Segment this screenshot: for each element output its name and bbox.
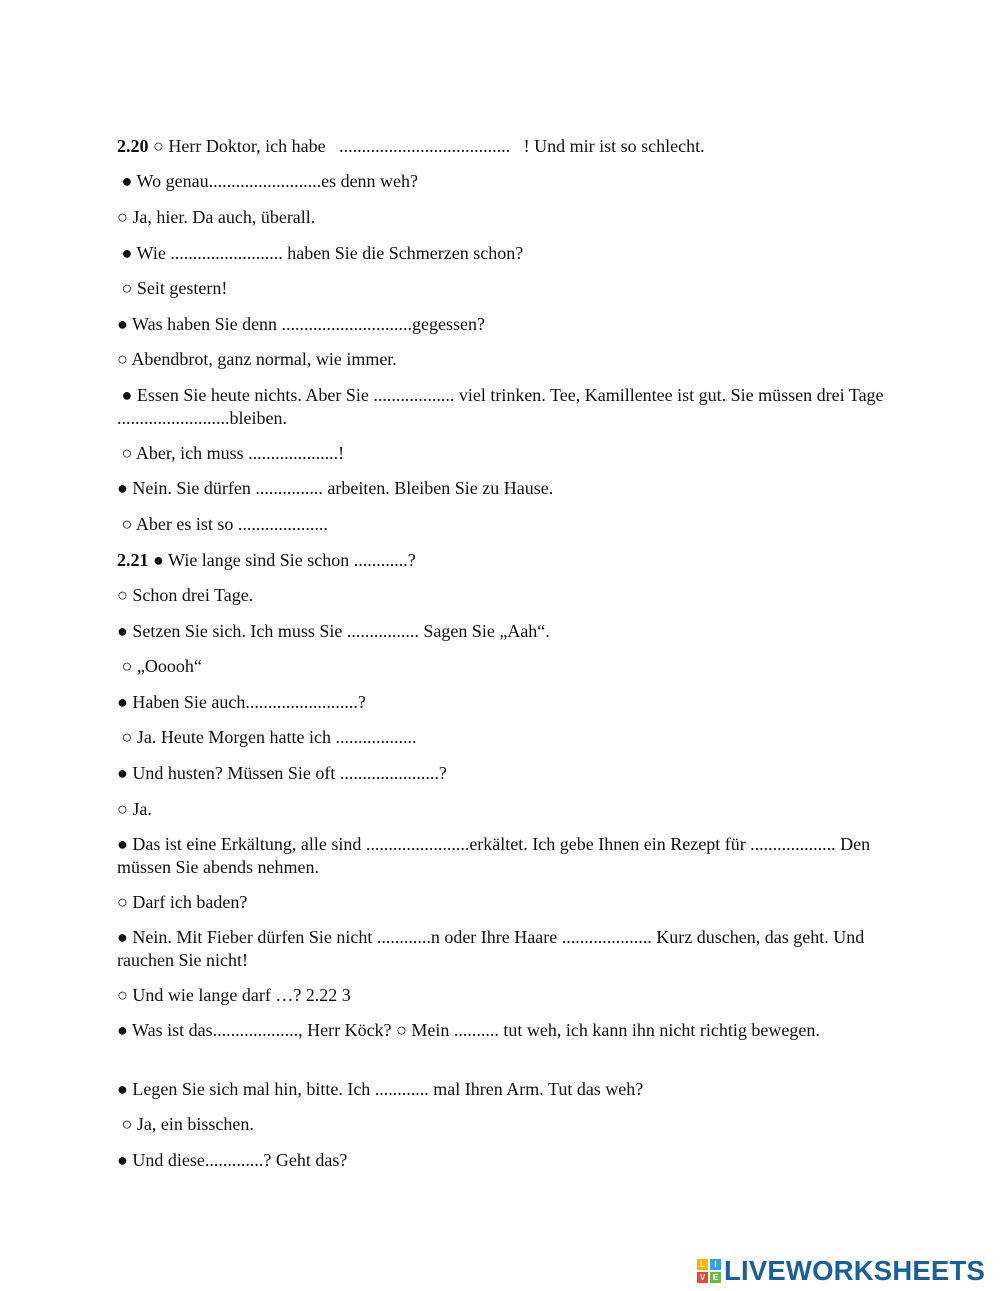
logo-mark-letter: I <box>710 1259 721 1270</box>
dialogue-line: ● Wie ......................... haben Sie die Schmerzen schon? <box>117 243 524 263</box>
dialogue-line: ● Nein. Mit Fieber dürfen Sie nicht ............n oder Ihre Haare .................... Kurz duschen, das geht. Und rauchen Sie nicht! <box>117 927 869 970</box>
exercise-2-21-line-1 <box>117 549 887 572</box>
logo-mark-letter: V <box>697 1272 708 1283</box>
dialogue-line: ● Nein. Sie dürfen ............... arbeiten. Bleiben Sie zu Hause. <box>117 478 554 498</box>
dialogue-text: ● Wie lange sind Sie schon ............? <box>148 550 416 570</box>
dialogue-line: ○ Seit gestern! <box>117 278 228 298</box>
logo-mark-letter: E <box>710 1272 721 1283</box>
dialogue-line: ○ „Ooooh“ <box>117 656 202 676</box>
logo-wordmark: LIVEWORKSHEETS <box>724 1255 986 1286</box>
dialogue-text: ○ Herr Doktor, ich habe ...................................... ! Und mir ist so schlecht. <box>148 136 705 156</box>
dialogue-line: ● Und diese.............? Geht das? <box>117 1150 348 1170</box>
dialogue-line: ● Was ist das..................., Herr Köck? ○ Mein .......... tut weh, ich kann ihn nicht richtig bewegen. <box>117 1020 820 1040</box>
dialogue-line: ○ Darf ich baden? <box>117 892 248 912</box>
dialogue-line: ○ Ja. Heute Morgen hatte ich .................. <box>117 727 417 747</box>
dialogue-line: ○ Aber, ich muss ....................! <box>117 443 345 463</box>
logo-mark-icon <box>697 1259 721 1283</box>
dialogue-line: ● Das ist eine Erkältung, alle sind .......................erkältet. Ich gebe Ihnen ein Rezept für ................... Den müssen Sie abends nehmen. <box>117 834 875 877</box>
dialogue-line: ● Essen Sie heute nichts. Aber Sie .................. viel trinken. Tee, Kamillentee ist gut. Sie müssen drei Tage .........................bleiben. <box>117 385 889 428</box>
dialogue-line: ○ Und wie lange darf …? 2.22 3 <box>117 985 351 1005</box>
dialogue-line: ○ Schon drei Tage. <box>117 585 254 605</box>
logo-mark-letter: L <box>697 1259 708 1270</box>
dialogue-line: ○ Ja. <box>117 799 152 819</box>
exercise-2-20-line-1 <box>117 135 887 158</box>
dialogue-line: ● Wo genau.........................es denn weh? <box>117 171 419 191</box>
dialogue-line: ● Haben Sie auch.........................? <box>117 692 366 712</box>
dialogue-line: ○ Aber es ist so .................... <box>117 514 328 534</box>
dialogue-line: ○ Ja, ein bisschen. <box>117 1114 254 1134</box>
dialogue-line: ● Setzen Sie sich. Ich muss Sie ................ Sagen Sie „Aah“. <box>117 621 550 641</box>
dialogue-line: ● Legen Sie sich mal hin, bitte. Ich ............ mal Ihren Arm. Tut das weh? <box>117 1079 644 1099</box>
exercise-number: 2.21 <box>117 550 149 570</box>
dialogue-line: ○ Ja, hier. Da auch, überall. <box>117 207 316 227</box>
exercise-number: 2.20 <box>117 136 149 156</box>
dialogue-line: ● Was haben Sie denn .............................gegessen? <box>117 314 486 334</box>
dialogue-line: ○ Abendbrot, ganz normal, wie immer. <box>117 349 397 369</box>
liveworksheets-logo <box>697 1256 985 1286</box>
dialogue-line: ● Und husten? Müssen Sie oft ......................? <box>117 763 447 783</box>
